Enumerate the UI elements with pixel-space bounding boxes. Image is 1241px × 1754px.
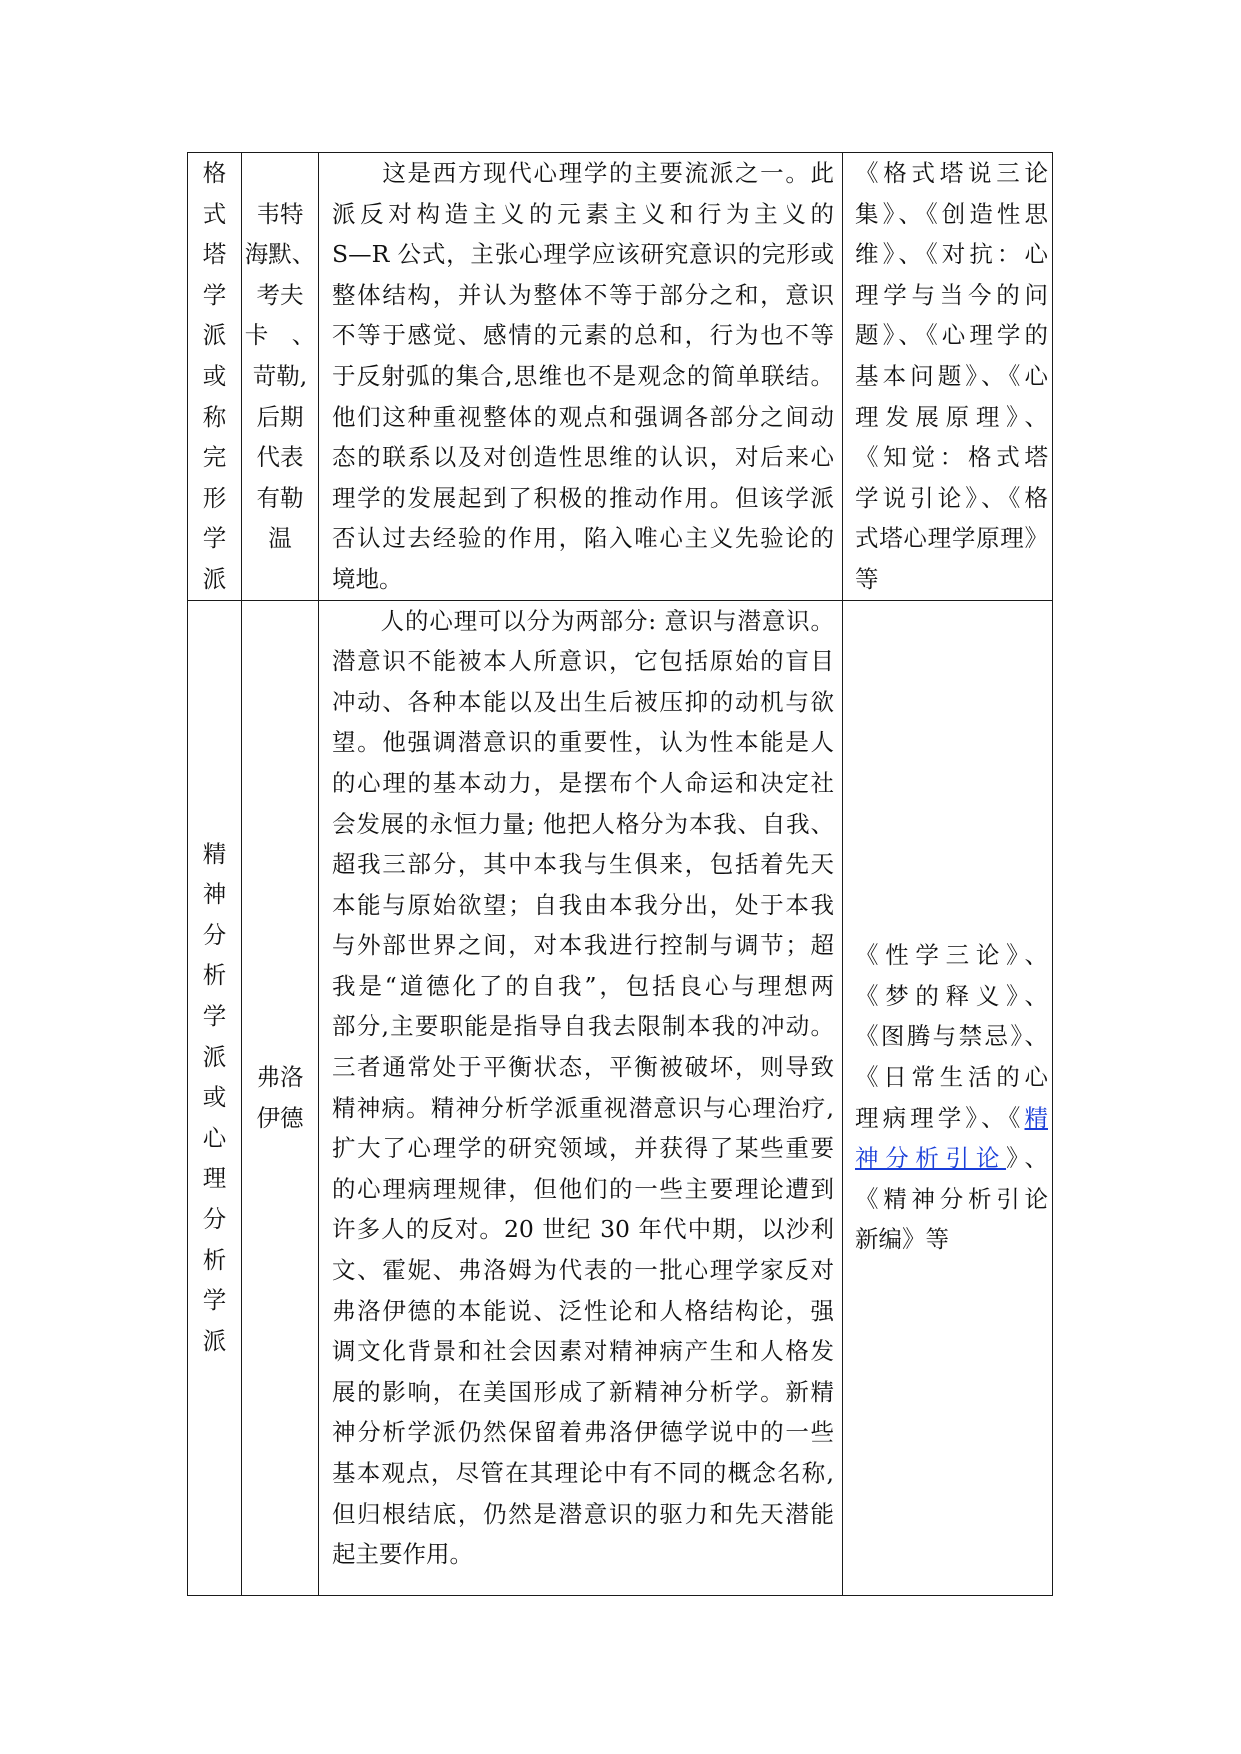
representative-line: 韦特 — [256, 199, 304, 228]
representative-cell — [242, 153, 319, 601]
description-line: 会发展的永恒力量; 他把人格分为本我、自我、 — [332, 809, 834, 838]
description-line: 人的心理可以分为两部分: 意识与潜意识。 — [332, 606, 834, 635]
school-name-char: 称 — [202, 402, 227, 431]
representative-line: 后期 — [256, 402, 304, 431]
description-line: 本能与原始欲望；自我由本我分出，处于本我 — [332, 890, 834, 919]
school-name-char: 学 — [202, 1286, 227, 1315]
school-name-char: 派 — [202, 1326, 227, 1355]
works-line: 维》、《对抗：心 — [855, 240, 1048, 269]
school-name-char: 神 — [202, 880, 227, 909]
description-line: 他们这种重视整体的观点和强调各部分之间动 — [332, 402, 834, 431]
school-name-char: 塔 — [202, 240, 227, 269]
school-name-char: 派 — [202, 1042, 227, 1071]
works-line — [855, 1098, 1048, 1139]
works-line: 等 — [855, 564, 879, 593]
representative-line: 代表 — [256, 443, 304, 472]
representative-line: 有勒 — [256, 483, 304, 512]
description-line: 否认过去经验的作用，陷入唯心主义先验论的 — [332, 524, 834, 553]
school-name-char: 学 — [202, 1002, 227, 1031]
school-name-char: 析 — [202, 961, 227, 990]
school-name-char: 格 — [202, 159, 227, 187]
school-name-char: 学 — [202, 280, 227, 309]
works-line: 理发展原理》、 — [855, 402, 1048, 431]
works-line: 新编》等 — [855, 1225, 949, 1254]
works-text: 理病理学》、《 — [855, 1103, 1025, 1132]
school-name-char: 或 — [202, 361, 227, 390]
works-cell — [843, 153, 1053, 601]
description-line: 与外部世界之间，对本我进行控制与调节；超 — [332, 931, 834, 960]
description-line: 境地。 — [332, 564, 403, 593]
representative-line: 温 — [268, 524, 292, 553]
description-line: 许多人的反对。20 世纪 30 年代中期，以沙利 — [332, 1215, 834, 1244]
school-name-char: 形 — [202, 483, 227, 512]
school-name-char: 或 — [202, 1083, 227, 1112]
works-line: 《性学三论》、 — [855, 941, 1048, 970]
school-name-char: 完 — [202, 443, 227, 472]
description-line: S—R 公式，主张心理学应该研究意识的完形或 — [332, 240, 834, 269]
works-cell — [843, 600, 1053, 1595]
intro-psychoanalysis-link[interactable]: 精 — [1024, 1103, 1048, 1132]
description-line: 文、霍妮、弗洛姆为代表的一批心理学家反对 — [332, 1256, 834, 1285]
description-line: 部分,主要职能是指导自我去限制本我的冲动。 — [332, 1012, 834, 1041]
description-line: 于反射弧的集合,思维也不是观念的简单联结。 — [332, 361, 834, 390]
works-line: 《精神分析引论 — [855, 1184, 1048, 1213]
representative-cell — [242, 600, 319, 1595]
school-name-char: 心 — [202, 1123, 227, 1152]
school-name-char: 析 — [202, 1245, 227, 1274]
description-line: 调文化背景和社会因素对精神病产生和人格发 — [332, 1337, 834, 1366]
description-line: 不等于感觉、感情的元素的总和，行为也不等 — [332, 321, 834, 350]
school-name-char: 分 — [202, 1205, 227, 1234]
school-name-char: 理 — [202, 1164, 227, 1193]
school-name-char: 派 — [202, 321, 227, 350]
representative-line: 伊德 — [256, 1103, 304, 1132]
works-line: 学说引论》、《格 — [855, 483, 1048, 512]
description-line: 神分析学派仍然保留着弗洛伊德学说中的一些 — [332, 1418, 834, 1447]
description-line: 整体结构，并认为整体不等于部分之和，意识 — [332, 280, 834, 309]
description-line: 的心理病理规律，但他们的一些主要理论遭到 — [332, 1174, 834, 1203]
school-name-char: 分 — [202, 920, 227, 949]
works-line: 式塔心理学原理》 — [855, 524, 1048, 553]
description-line: 理学的发展起到了积极的推动作用。但该学派 — [332, 483, 834, 512]
school-name-char: 精 — [202, 839, 227, 868]
description-line: 望。他强调潜意识的重要性，认为性本能是人 — [332, 728, 834, 757]
description-line: 弗洛伊德的本能说、泛性论和人格结构论，强 — [332, 1296, 834, 1325]
works-line: 题》、《心理学的 — [855, 321, 1048, 350]
description-line: 潜意识不能被本人所意识，它包括原始的盲目 — [332, 647, 834, 676]
works-line — [855, 1138, 1048, 1179]
representative-line: 海默、 — [244, 240, 316, 269]
representative-line: 苛勒, — [252, 361, 308, 390]
school-name-char: 学 — [202, 524, 227, 553]
description-line: 基本观点，尽管在其理论中有不同的概念名称, — [332, 1459, 834, 1487]
works-line: 《格式塔说三论 — [855, 159, 1048, 187]
description-line: 超我三部分，其中本我与生俱来，包括着先天 — [332, 850, 834, 879]
description-line: 态的联系以及对创造性思维的认识，对后来心 — [332, 443, 834, 472]
description-line: 派反对构造主义的元素主义和行为主义的 — [332, 199, 834, 228]
description-line: 扩大了心理学的研究领域，并获得了某些重要 — [332, 1134, 834, 1163]
description-line: 这是西方现代心理学的主要流派之一。此 — [332, 159, 834, 187]
school-name-char: 派 — [202, 564, 227, 593]
school-name-cell — [188, 600, 242, 1595]
representative-line: 卡 、 — [244, 321, 316, 350]
representative-line: 弗洛 — [256, 1062, 304, 1091]
works-line: 《梦的释义》、 — [855, 981, 1048, 1010]
description-line: 的心理的基本动力，是摆布个人命运和决定社 — [332, 768, 834, 797]
description-line: 冲动、各种本能以及出生后被压抑的动机与欲 — [332, 687, 834, 716]
description-line: 三者通常处于平衡状态，平衡被破坏，则导致 — [332, 1053, 834, 1082]
works-line: 《知觉：格式塔 — [855, 443, 1048, 472]
representative-line: 考夫 — [256, 280, 304, 309]
description-line: 展的影响，在美国形成了新精神分析学。新精 — [332, 1377, 834, 1406]
description-line: 我是“道德化了的自我”，包括良心与理想两 — [332, 971, 834, 1000]
table-row — [188, 600, 1053, 1595]
description-line: 起主要作用。 — [332, 1540, 473, 1569]
school-name-char: 式 — [202, 199, 227, 228]
works-line: 基本问题》、《心 — [855, 361, 1048, 390]
works-line: 《图腾与禁忌》、 — [855, 1022, 1048, 1051]
description-cell — [319, 600, 843, 1595]
works-text: 》、 — [1006, 1144, 1049, 1173]
intro-psychoanalysis-link[interactable]: 神分析引论 — [855, 1144, 1007, 1173]
school-name-cell — [188, 153, 242, 601]
description-line: 精神病。精神分析学派重视潜意识与心理治疗, — [332, 1093, 834, 1122]
table-row — [188, 153, 1053, 601]
schools-table — [187, 152, 1053, 1596]
works-line: 理学与当今的问 — [855, 280, 1048, 309]
works-line: 集》、《创造性思 — [855, 199, 1048, 228]
works-line: 《日常生活的心 — [855, 1062, 1048, 1091]
description-line: 但归根结底，仍然是潜意识的驱力和先天潜能 — [332, 1499, 834, 1528]
description-cell — [319, 153, 843, 601]
